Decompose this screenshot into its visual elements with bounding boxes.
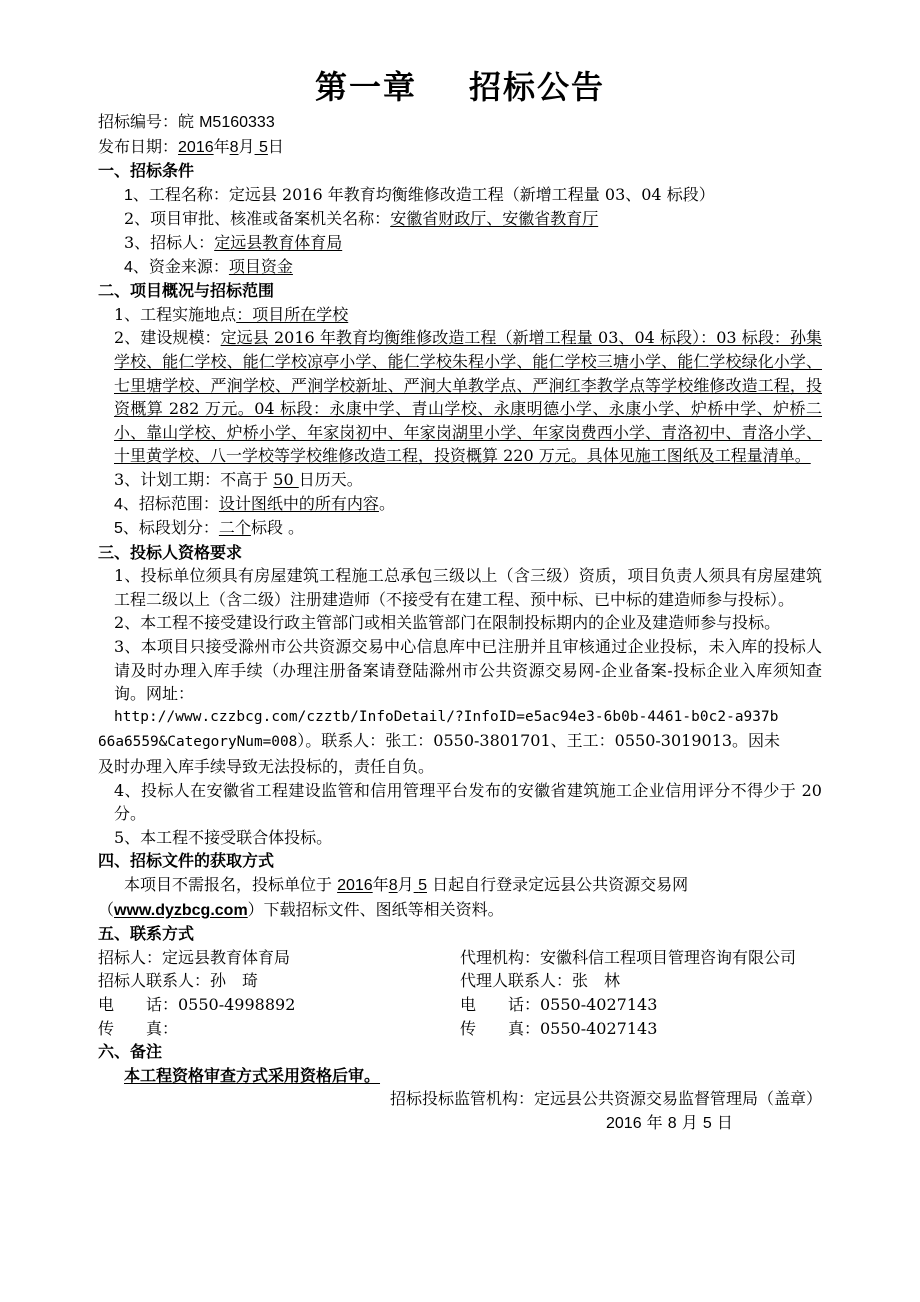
section-heading-2: 二、项目概况与招标范围 [98,281,275,301]
contact-row: 招标人联系人：孙 琦 代理人联系人：张 林 [98,971,621,991]
section-heading-4: 四、招标文件的获取方式 [98,851,275,871]
remark-note: 本工程资格审查方式采用资格后审。 [124,1065,381,1085]
contact-row: 电 话：0550-4998892 电 话：0550-4027143 [98,994,658,1014]
contact-row: 传 真： 传 真：0550-4027143 [98,1018,658,1038]
document-acquisition: 本项目不需报名，投标单位于 2016年8月 5 日起自行登录定远县公共资源交易网 [124,875,689,894]
qualification-4: 4、投标人在安徽省工程建设监管和信用管理平台发布的安徽省建筑施工企业信用评分不得少于 20 分。 [114,780,822,824]
construction-period: 3、计划工期：不高于 50 日历天。 [114,469,363,489]
supervisor-signature: 招标投标监管机构：定远县公共资源交易监督管理局（盖章） [389,1089,822,1109]
page-title [0,62,920,108]
tender-scope: 4、招标范围：设计图纸中的所有内容。 [114,493,395,513]
tender-number: 招标编号：皖 M5160333 [98,112,275,131]
lot-division: 5、标段划分：二个标段 。 [114,518,305,538]
chapter-label: 第一章 [314,68,417,106]
registration-url-line-1: http://www.czzbcg.com/czztb/InfoDetail/?InfoID=e5ac94e3-6b0b-4461-b0c2-a937b [114,708,779,725]
contact-row: 招标人：定远县教育体育局 代理机构：安徽科信工程项目管理咨询有限公司 [98,947,797,967]
project-location: 1、工程实施地点：项目所在学校 [114,304,349,324]
qualification-5: 5、本工程不接受联合体投标。 [114,827,333,847]
construction-scale: 2、建设规模：定远县 2016 年教育均衡维修改造工程（新增工程量 03、04 标段）：03 标段：孙集学校、能仁学校、能仁学校凉亭小学、能仁学校朱程小学、能仁学校三塘小学、能仁学校绿化小学、七里塘学校、严涧学校、严涧学校新址、严涧大单教学点、严涧红李教学点等学校维修改造工程，投资概算 282 万元。04 标段：永康中学、青山学校、永康明德小学、永康小学、炉桥中学、炉桥二小、靠山学校、炉桥小学、年家岗初中、年家岗湖里小学、年家岗费西小学、青洛初中、青洛小学、十里黄学校、八一学校等学校维修改造工程，投资概算 220 万元。具体见施工图纸及工程量清单。 [114,328,823,466]
document-acquisition-site: （www.dyzbcg.com）下载招标文件、图纸等相关资料。 [98,899,504,919]
notice-title: 招标公告 [469,68,606,106]
qualification-2: 2、本工程不接受建设行政主管部门或相关监管部门在限制投标期内的企业及建造师参与投标。 [114,613,781,633]
signature-date: 2016 年 8 月 5 日 [606,1112,733,1132]
notice-body [98,110,822,1136]
registration-contact: 66a6559&CategoryNum=008）。联系人：张工：0550-3801701、王工：0550-3019013。因未 [98,731,781,751]
approval-authority: 2、项目审批、核准或备案机关名称：安徽省财政厅、安徽省教育厅 [124,209,599,229]
tenderer: 3、招标人：定远县教育体育局 [124,232,343,252]
section-heading-1: 一、招标条件 [98,161,195,181]
trading-website-link[interactable]: www.dyzbcg.com [114,901,248,919]
project-name: 1、工程名称：定远县 2016 年教育均衡维修改造工程（新增工程量 03、04 标段） [124,184,715,204]
qualification-3: 3、本项目只接受滁州市公共资源交易中心信息库中已注册并且审核通过企业投标，未入库的投标人请及时办理入库手续（办理注册备案请登陆滁州市公共资源交易网-企业备案-投标企业入库须知查询。网址： [114,637,822,704]
section-heading-5: 五、联系方式 [98,924,195,944]
fund-source: 4、资金来源：项目资金 [124,256,293,276]
registration-note: 及时办理入库手续导致无法投标的，责任自负。 [98,757,435,777]
section-heading-3: 三、投标人资格要求 [98,542,243,562]
section-heading-6: 六、备注 [98,1042,163,1062]
qualification-1: 1、投标单位须具有房屋建筑工程施工总承包三级以上（含三级）资质，项目负责人须具有房屋建筑工程二级以上（含二级）注册建造师（不接受有在建工程、预中标、已中标的建造师参与投标）。 [114,566,822,609]
publish-date: 发布日期：2016年8月 5日 [98,136,284,156]
